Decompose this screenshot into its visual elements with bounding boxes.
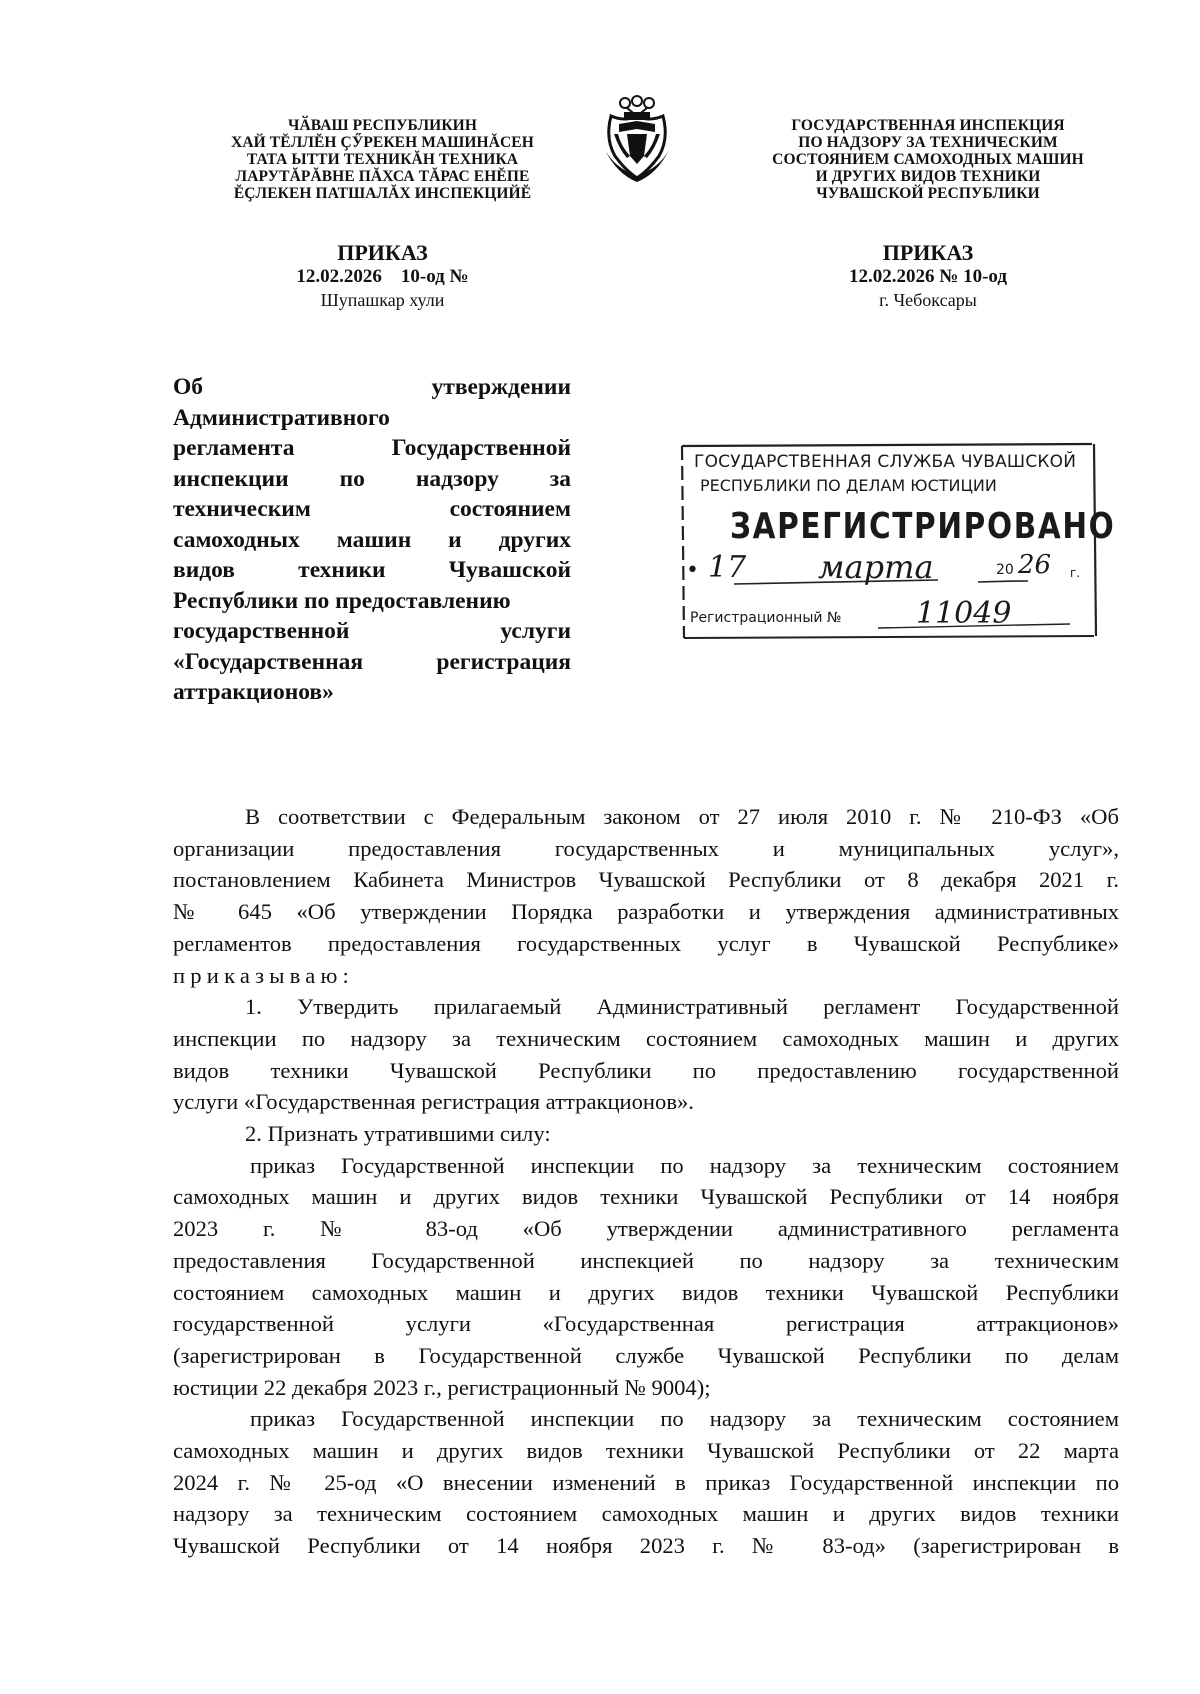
body-line: состоянием самоходных машин и других видов техники Чувашской Республики <box>173 1279 1119 1305</box>
body-line: приказываю: <box>173 962 355 988</box>
body-line: Чувашской Республики от 14 ноября 2023 г. № 83-од» (зарегистрирован в <box>173 1533 1119 1559</box>
title-line <box>173 464 571 495</box>
body-line: 1. Утвердить прилагаемый Административный регламент Государственной <box>245 994 1119 1020</box>
title-word: утверждении <box>431 374 571 400</box>
title-word: Об <box>173 374 204 400</box>
order-city: Шупашкар хули <box>320 290 445 310</box>
order-city: г. Чебоксары <box>879 290 977 310</box>
title-word: Республики по предоставлению <box>173 587 511 614</box>
document-body <box>173 801 1119 1562</box>
body-line: № 645 «Об утверждении Порядка разработки и утверждения административных <box>173 899 1119 925</box>
stamp-year-prefix: 20 <box>996 562 1014 578</box>
body-line: организации предоставления государственных и муниципальных услуг», <box>173 835 1119 861</box>
body-line: надзору за техническим состоянием самоходных машин и других видов техники <box>173 1501 1119 1527</box>
body-line: самоходных машин и других видов техники Чувашской Республики от 14 ноября <box>173 1184 1119 1210</box>
order-number: 12.02.2026 № 10-од <box>849 266 1007 287</box>
header-left-line: ХАЙ ТĔЛЛĔН ҪӲРЕКЕН МАШИНĂСЕН <box>231 134 534 151</box>
title-word: других <box>498 526 571 553</box>
title-word: видов <box>173 557 235 583</box>
body-line: (зарегистрирован в Государственной службе Чувашской Республики по делам <box>173 1342 1119 1368</box>
title-line <box>173 677 571 708</box>
title-word: и <box>448 526 462 553</box>
body-line: предоставления Государственной инспекцией по надзору за техническим <box>173 1247 1119 1273</box>
body-line: 2023 г. № 83-од «Об утверждении административного регламента <box>173 1216 1119 1242</box>
title-line <box>173 525 571 556</box>
body-line: постановлением Кабинета Министров Чувашской Республики от 8 декабря 2021 г. <box>173 867 1119 893</box>
stamp-year-letter: г. <box>1070 566 1081 580</box>
header-right-line: И ДРУГИХ ВИДОВ ТЕХНИКИ <box>815 168 1041 185</box>
title-word: инспекции <box>173 465 289 492</box>
stamp-month: марта <box>818 548 934 586</box>
title-word: Чувашской <box>448 557 571 583</box>
title-word: «Государственная <box>173 648 364 675</box>
title-word: регистрация <box>436 648 571 675</box>
header-chuvash <box>190 117 575 202</box>
header-left-line: ТАТА ЫТТИ ТЕХНИКĂН ТЕХНИКА <box>246 151 519 168</box>
header-right-line: ГОСУДАРСТВЕННАЯ ИНСПЕКЦИЯ <box>791 117 1065 134</box>
body-line: услуги «Государственная регистрация аттракционов». <box>173 1089 694 1115</box>
title-line <box>173 433 571 464</box>
title-word: Государственной <box>391 435 571 461</box>
chuvash-emblem-icon <box>597 94 677 184</box>
title-word: состоянием <box>449 496 571 522</box>
title-word: надзору <box>415 465 499 492</box>
body-line: юстиции 22 декабря 2023 г., регистрационный № 9004); <box>173 1374 711 1400</box>
title-word: регламента <box>173 435 295 461</box>
stamp-date-mark: • <box>686 558 699 583</box>
title-word: техники <box>298 557 386 583</box>
header-right-line: ПО НАДЗОРУ ЗА ТЕХНИЧЕСКИМ <box>798 134 1058 151</box>
header-left-line: ĔҪЛЕКЕН ПАТШАЛĂХ ИНСПЕКЦИЙĔ <box>233 185 532 202</box>
stamp-reg-number: 11049 <box>916 596 1012 631</box>
title-word: самоходных <box>173 526 300 553</box>
body-line: приказ Государственной инспекции по надзору за техническим состоянием <box>250 1406 1119 1432</box>
order-title: ПРИКАЗ <box>337 240 428 265</box>
stamp-day: 17 <box>708 550 747 585</box>
order-number: 12.02.2026 10-од № <box>296 266 469 287</box>
title-word: машин <box>336 526 412 553</box>
body-line: государственной услуги «Государственная регистрация аттракционов» <box>173 1311 1119 1337</box>
title-line <box>173 616 571 647</box>
title-word: Административного <box>173 404 390 431</box>
header-right-line: СОСТОЯНИЕМ САМОХОДНЫХ МАШИН <box>772 151 1084 168</box>
title-line <box>173 647 571 678</box>
order-block-russian <box>728 240 1128 311</box>
header-left-line: ЧӐВАШ РЕСПУБЛИКИН <box>288 117 477 134</box>
order-title: ПРИКАЗ <box>882 240 974 265</box>
title-word: техническим <box>173 496 311 522</box>
title-word: услуги <box>500 618 571 644</box>
title-line <box>173 586 571 617</box>
body-line: 2. Признать утратившими силу: <box>245 1121 551 1147</box>
body-line: инспекции по надзору за техническим состоянием самоходных машин и других <box>173 1025 1119 1051</box>
body-line: видов техники Чувашской Республики по предоставлению государственной <box>173 1057 1119 1083</box>
title-line <box>173 372 571 403</box>
stamp-agency-line: ГОСУДАРСТВЕННАЯ СЛУЖБА ЧУВАШСКОЙ <box>694 452 1077 472</box>
order-block-chuvash <box>190 240 575 311</box>
title-word: государственной <box>173 618 350 644</box>
title-word: за <box>549 465 571 492</box>
stamp-agency-line: РЕСПУБЛИКИ ПО ДЕЛАМ ЮСТИЦИИ <box>700 476 997 495</box>
title-line <box>173 494 571 525</box>
body-line: В соответствии с Федеральным законом от 27 июля 2010 г. № 210-ФЗ «Об <box>245 804 1119 829</box>
title-line <box>173 555 571 586</box>
header-right-line: ЧУВАШСКОЙ РЕСПУБЛИКИ <box>816 185 1040 202</box>
body-line: самоходных машин и других видов техники Чувашской Республики от 22 марта <box>173 1438 1119 1464</box>
body-line: приказ Государственной инспекции по надзору за техническим состоянием <box>250 1152 1119 1178</box>
document-title <box>173 372 571 708</box>
stamp-status: ЗАРЕГИСТРИРОВАНО <box>730 506 1116 547</box>
title-word: по <box>339 465 365 492</box>
title-line <box>173 403 571 434</box>
body-line: регламентов предоставления государственных услуг в Чувашской Республике» <box>173 930 1119 956</box>
header-russian <box>728 117 1128 202</box>
title-word: аттракционов» <box>173 679 334 705</box>
header-left-line: ЛАРУТĂРĂВНЕ ПĂХСА ТĂРАС ЕНĔПЕ <box>235 168 530 185</box>
stamp-reg-label: Регистрационный № <box>690 610 842 626</box>
body-line: 2024 г. № 25-од «О внесении изменений в приказ Государственной инспекции по <box>173 1469 1119 1495</box>
stamp-year-suffix: 26 <box>1018 550 1052 580</box>
registration-stamp <box>678 438 1116 644</box>
